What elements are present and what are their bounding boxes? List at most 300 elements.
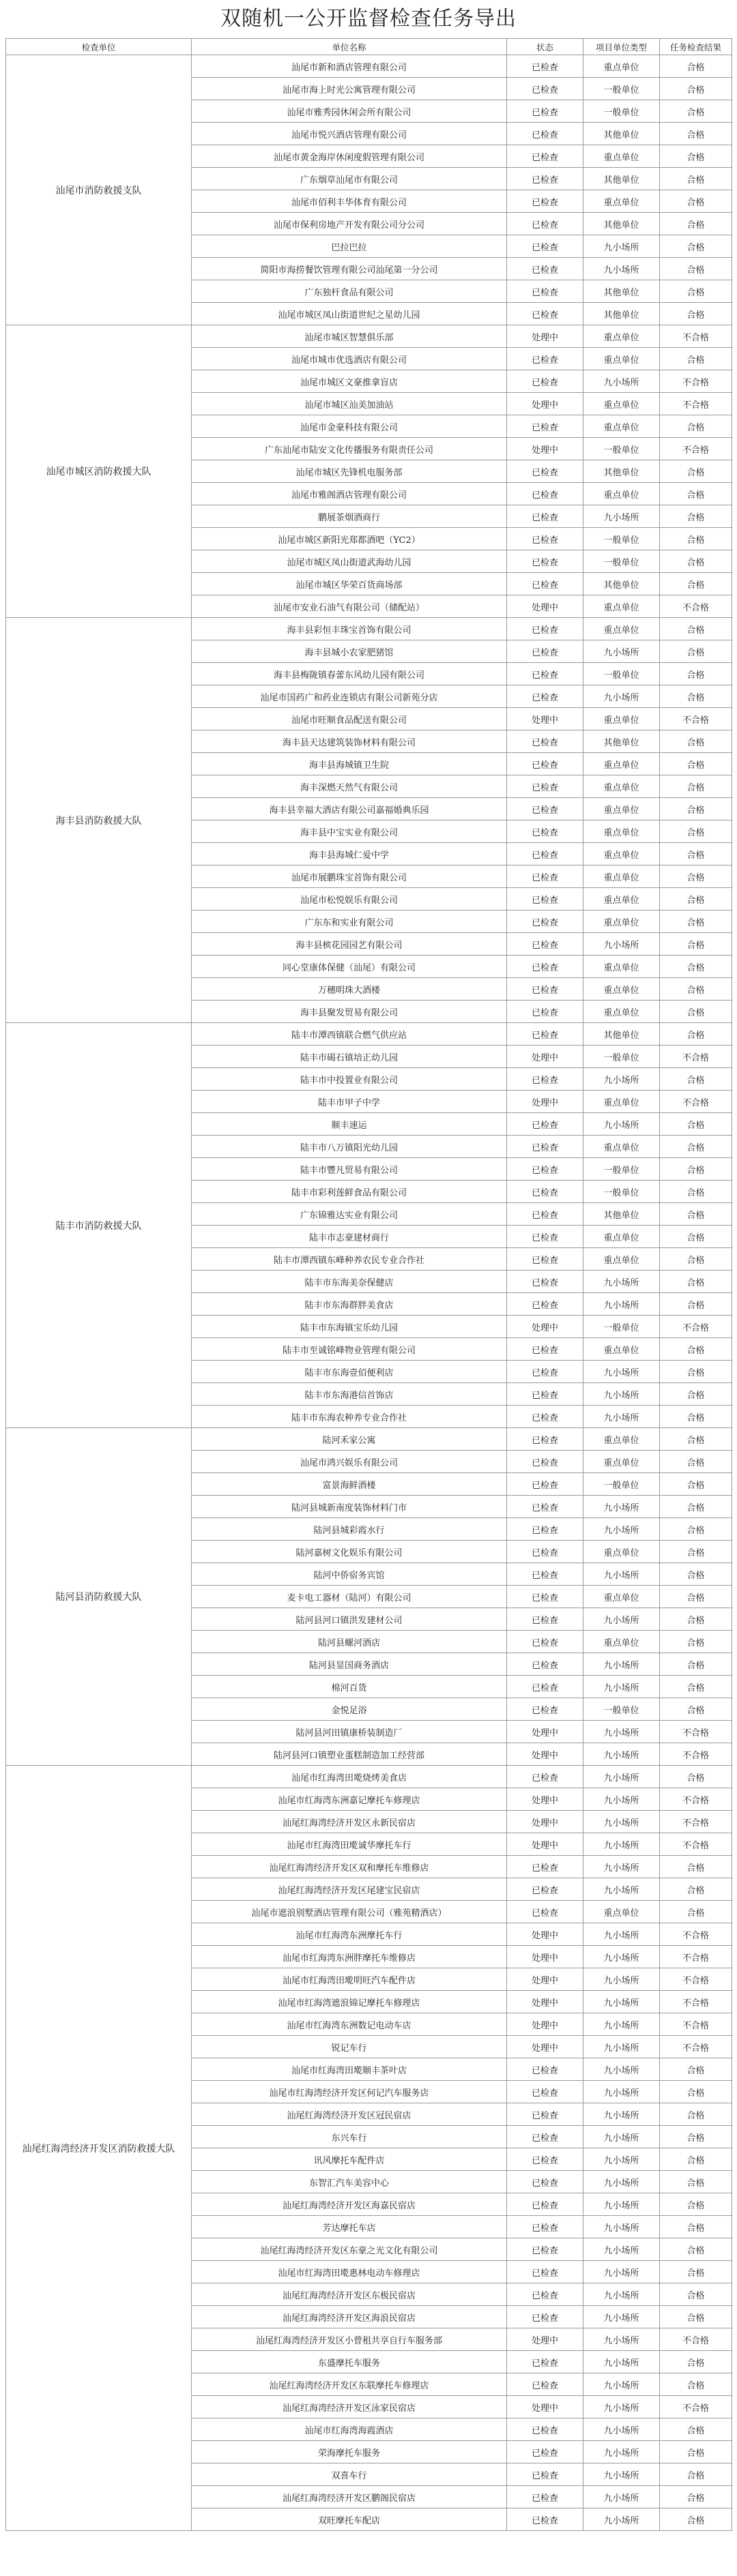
unit-type-cell: 九小场所 <box>583 1833 660 1856</box>
unit-type-cell: 其他单位 <box>583 573 660 595</box>
unit-type-cell: 九小场所 <box>583 1766 660 1788</box>
unit-type-cell: 九小场所 <box>583 1946 660 1968</box>
unit-name-cell: 汕尾市城市优选酒店有限公司 <box>192 348 507 370</box>
unit-name-cell: 芳达摩托车店 <box>192 2216 507 2238</box>
unit-type-cell: 一般单位 <box>583 1473 660 1496</box>
unit-type-cell: 九小场所 <box>583 2103 660 2126</box>
result-cell: 合格 <box>660 415 732 438</box>
inspecting-unit-cell: 陆河县消防救援大队 <box>6 1428 192 1766</box>
status-cell: 已检查 <box>507 1383 583 1406</box>
status-cell: 处理中 <box>507 2328 583 2351</box>
status-cell: 处理中 <box>507 1721 583 1743</box>
unit-type-cell: 一般单位 <box>583 100 660 123</box>
status-cell: 已检查 <box>507 1293 583 1316</box>
unit-name-cell: 东兴车行 <box>192 2126 507 2148</box>
result-cell: 合格 <box>660 303 732 325</box>
status-cell: 已检查 <box>507 78 583 100</box>
task-table <box>5 38 732 2531</box>
unit-type-cell: 九小场所 <box>583 2486 660 2508</box>
unit-name-cell: 汕尾红海湾经济开发区冠民宿店 <box>192 2103 507 2126</box>
unit-name-cell: 汕尾市城区先锋机电服务部 <box>192 460 507 483</box>
unit-type-cell: 九小场所 <box>583 1563 660 1586</box>
unit-type-cell: 九小场所 <box>583 2328 660 2351</box>
status-cell: 已检查 <box>507 978 583 1001</box>
table-row <box>6 1766 732 1788</box>
status-cell: 已检查 <box>507 685 583 708</box>
unit-type-cell: 九小场所 <box>583 2013 660 2036</box>
status-cell: 已检查 <box>507 753 583 775</box>
result-cell: 不合格 <box>660 1743 732 1766</box>
unit-name-cell: 陆丰市彩利莲鲜食品有限公司 <box>192 1181 507 1203</box>
inspecting-unit-cell: 海丰县消防救援大队 <box>6 618 192 1023</box>
unit-type-cell: 重点单位 <box>583 1091 660 1113</box>
status-cell: 已检查 <box>507 213 583 235</box>
status-cell: 已检查 <box>507 663 583 685</box>
unit-name-cell: 同心堂康体保健（汕尾）有限公司 <box>192 956 507 978</box>
inspecting-unit-cell: 陆丰市消防救援大队 <box>6 1023 192 1428</box>
page-title: 双随机一公开监督检查任务导出 <box>220 7 517 31</box>
status-cell: 已检查 <box>507 2373 583 2396</box>
result-cell: 合格 <box>660 1406 732 1428</box>
unit-type-cell: 九小场所 <box>583 235 660 258</box>
status-cell: 已检查 <box>507 2126 583 2148</box>
result-cell: 合格 <box>660 1631 732 1653</box>
status-cell: 处理中 <box>507 393 583 415</box>
unit-name-cell: 海丰县海城仁爱中学 <box>192 843 507 865</box>
inspecting-unit-cell: 汕尾市消防救援支队 <box>6 55 192 325</box>
header-inspecting-unit: 检查单位 <box>6 39 192 55</box>
result-cell: 合格 <box>660 1181 732 1203</box>
unit-name-cell: 汕尾红海湾经济开发区小曾租共享自行车服务部 <box>192 2328 507 2351</box>
unit-type-cell: 九小场所 <box>583 258 660 280</box>
unit-type-cell: 九小场所 <box>583 2441 660 2463</box>
result-cell: 合格 <box>660 1361 732 1383</box>
result-cell: 合格 <box>660 2193 732 2216</box>
result-cell: 不合格 <box>660 708 732 730</box>
result-cell: 合格 <box>660 2463 732 2486</box>
result-cell: 合格 <box>660 820 732 843</box>
result-cell: 合格 <box>660 258 732 280</box>
result-cell: 合格 <box>660 2261 732 2283</box>
unit-type-cell: 一般单位 <box>583 438 660 460</box>
status-cell: 已检查 <box>507 370 583 393</box>
status-cell: 已检查 <box>507 528 583 550</box>
unit-type-cell: 九小场所 <box>583 1811 660 1833</box>
result-cell: 合格 <box>660 956 732 978</box>
result-cell: 不合格 <box>660 1721 732 1743</box>
status-cell: 处理中 <box>507 325 583 348</box>
unit-name-cell: 陆河县城彩霞水行 <box>192 1518 507 1541</box>
unit-type-cell: 其他单位 <box>583 303 660 325</box>
unit-type-cell: 九小场所 <box>583 2216 660 2238</box>
result-cell: 合格 <box>660 753 732 775</box>
unit-name-cell: 金悦足浴 <box>192 1698 507 1721</box>
status-cell: 已检查 <box>507 1878 583 1901</box>
result-cell: 合格 <box>660 888 732 911</box>
unit-type-cell: 重点单位 <box>583 978 660 1001</box>
status-cell: 已检查 <box>507 820 583 843</box>
status-cell: 已检查 <box>507 2418 583 2441</box>
unit-type-cell: 九小场所 <box>583 505 660 528</box>
unit-name-cell: 陆河县河田镇康桥装制造厂 <box>192 1721 507 1743</box>
unit-name-cell: 海丰县槟花园园艺有限公司 <box>192 933 507 956</box>
status-cell: 处理中 <box>507 1946 583 1968</box>
unit-name-cell: 汕尾市城区文豪推拿盲店 <box>192 370 507 393</box>
result-cell: 合格 <box>660 685 732 708</box>
unit-type-cell: 九小场所 <box>583 2193 660 2216</box>
unit-name-cell: 汕尾市悦兴酒店管理有限公司 <box>192 123 507 145</box>
unit-type-cell: 九小场所 <box>583 2261 660 2283</box>
result-cell: 合格 <box>660 1541 732 1563</box>
result-cell: 不合格 <box>660 438 732 460</box>
result-cell: 合格 <box>660 168 732 190</box>
unit-type-cell: 九小场所 <box>583 1991 660 2013</box>
status-cell: 已检查 <box>507 55 583 78</box>
unit-name-cell: 汕尾市遮浪别墅酒店管理有限公司（雅苑精酒店） <box>192 1901 507 1923</box>
status-cell: 已检查 <box>507 1023 583 1046</box>
result-cell: 合格 <box>660 933 732 956</box>
unit-type-cell: 九小场所 <box>583 2148 660 2171</box>
unit-type-cell: 重点单位 <box>583 1631 660 1653</box>
status-cell: 已检查 <box>507 1248 583 1271</box>
result-cell: 合格 <box>660 775 732 798</box>
result-cell: 合格 <box>660 1676 732 1698</box>
status-cell: 已检查 <box>507 1856 583 1878</box>
unit-type-cell: 其他单位 <box>583 280 660 303</box>
status-cell: 已检查 <box>507 100 583 123</box>
status-cell: 已检查 <box>507 911 583 933</box>
unit-type-cell: 九小场所 <box>583 2081 660 2103</box>
unit-name-cell: 汕尾红海湾经济开发区泳家民宿店 <box>192 2396 507 2418</box>
status-cell: 已检查 <box>507 1338 583 1361</box>
status-cell: 已检查 <box>507 2216 583 2238</box>
unit-name-cell: 双喜车行 <box>192 2463 507 2486</box>
unit-type-cell: 九小场所 <box>583 370 660 393</box>
result-cell: 合格 <box>660 1586 732 1608</box>
unit-name-cell: 广东烟草汕尾市有限公司 <box>192 168 507 190</box>
unit-type-cell: 九小场所 <box>583 1293 660 1316</box>
status-cell: 已检查 <box>507 573 583 595</box>
unit-name-cell: 海丰县幸福大酒店有限公司嘉福婚典乐园 <box>192 798 507 820</box>
unit-type-cell: 九小场所 <box>583 1721 660 1743</box>
unit-type-cell: 一般单位 <box>583 1181 660 1203</box>
result-cell: 合格 <box>660 640 732 663</box>
unit-name-cell: 陆丰市潭西镇联合燃气供应站 <box>192 1023 507 1046</box>
status-cell: 已检查 <box>507 933 583 956</box>
unit-name-cell: 汕尾红海湾经济开发区东豪之光文化有限公司 <box>192 2238 507 2261</box>
status-cell: 已检查 <box>507 1451 583 1473</box>
status-cell: 已检查 <box>507 145 583 168</box>
result-cell: 合格 <box>660 550 732 573</box>
status-cell: 已检查 <box>507 550 583 573</box>
status-cell: 已检查 <box>507 1113 583 1136</box>
unit-name-cell: 锐记车行 <box>192 2036 507 2058</box>
table-row <box>6 1023 732 1046</box>
result-cell: 不合格 <box>660 1811 732 1833</box>
result-cell: 合格 <box>660 1113 732 1136</box>
unit-name-cell: 讯风摩托车配件店 <box>192 2148 507 2171</box>
result-cell: 不合格 <box>660 2328 732 2351</box>
status-cell: 已检查 <box>507 1698 583 1721</box>
unit-name-cell: 海丰县梅陇镇春蕾东风幼儿园有限公司 <box>192 663 507 685</box>
unit-type-cell: 九小场所 <box>583 1113 660 1136</box>
unit-type-cell: 一般单位 <box>583 1698 660 1721</box>
header-status: 状态 <box>507 39 583 55</box>
result-cell: 合格 <box>660 2306 732 2328</box>
status-cell: 已检查 <box>507 888 583 911</box>
status-cell: 已检查 <box>507 1496 583 1518</box>
status-cell: 已检查 <box>507 505 583 528</box>
result-cell: 合格 <box>660 1878 732 1901</box>
unit-type-cell: 重点单位 <box>583 820 660 843</box>
status-cell: 已检查 <box>507 1068 583 1091</box>
status-cell: 已检查 <box>507 798 583 820</box>
unit-name-cell: 陆丰市八万镇阳光幼儿园 <box>192 1136 507 1158</box>
unit-name-cell: 陆河嘉树文化娱乐有限公司 <box>192 1541 507 1563</box>
unit-type-cell: 九小场所 <box>583 1923 660 1946</box>
unit-name-cell: 广东汕尾市陆安文化传播服务有限责任公司 <box>192 438 507 460</box>
result-cell: 合格 <box>660 1271 732 1293</box>
unit-type-cell: 重点单位 <box>583 1541 660 1563</box>
status-cell: 已检查 <box>507 1473 583 1496</box>
unit-type-cell: 九小场所 <box>583 1271 660 1293</box>
unit-type-cell: 其他单位 <box>583 730 660 753</box>
unit-name-cell: 汕尾市金豪科技有限公司 <box>192 415 507 438</box>
status-cell: 已检查 <box>507 190 583 213</box>
unit-name-cell: 汕尾市红海湾田墘诚华摩托车行 <box>192 1833 507 1856</box>
result-cell: 合格 <box>660 2418 732 2441</box>
unit-type-cell: 重点单位 <box>583 483 660 505</box>
result-cell: 合格 <box>660 2126 732 2148</box>
status-cell: 已检查 <box>507 2193 583 2216</box>
result-cell: 合格 <box>660 1001 732 1023</box>
unit-name-cell: 汕尾市红海湾遮浪锦记摩托车修理店 <box>192 1991 507 2013</box>
unit-type-cell: 重点单位 <box>583 1901 660 1923</box>
result-cell: 合格 <box>660 1023 732 1046</box>
unit-name-cell: 陆河中侨宿务宾馆 <box>192 1563 507 1586</box>
result-cell: 不合格 <box>660 325 732 348</box>
unit-name-cell: 陆丰市甲子中学 <box>192 1091 507 1113</box>
result-cell: 合格 <box>660 55 732 78</box>
status-cell: 已检查 <box>507 640 583 663</box>
unit-type-cell: 其他单位 <box>583 123 660 145</box>
header-unit-type: 项目单位类型 <box>583 39 660 55</box>
result-cell: 合格 <box>660 1608 732 1631</box>
status-cell: 已检查 <box>507 1181 583 1203</box>
unit-type-cell: 一般单位 <box>583 550 660 573</box>
unit-name-cell: 汕尾市鸿兴娱乐有限公司 <box>192 1451 507 1473</box>
unit-name-cell: 汕尾市红海湾东洲数记电动车店 <box>192 2013 507 2036</box>
unit-name-cell: 陆河县城新南度装饰材料门市 <box>192 1496 507 1518</box>
status-cell: 处理中 <box>507 2036 583 2058</box>
result-cell: 合格 <box>660 1766 732 1788</box>
status-cell: 已检查 <box>507 2171 583 2193</box>
unit-name-cell: 陆丰市东海港信首饰店 <box>192 1383 507 1406</box>
status-cell: 处理中 <box>507 1316 583 1338</box>
unit-type-cell: 重点单位 <box>583 956 660 978</box>
result-cell: 不合格 <box>660 1923 732 1946</box>
unit-type-cell: 九小场所 <box>583 1361 660 1383</box>
result-cell: 合格 <box>660 100 732 123</box>
unit-name-cell: 汕尾红海湾经济开发区双和摩托车维修店 <box>192 1856 507 1878</box>
unit-name-cell: 汕尾市红海湾东洲摩托车行 <box>192 1923 507 1946</box>
result-cell: 合格 <box>660 1473 732 1496</box>
result-cell: 合格 <box>660 78 732 100</box>
result-cell: 不合格 <box>660 1091 732 1113</box>
unit-type-cell: 其他单位 <box>583 168 660 190</box>
result-cell: 合格 <box>660 2103 732 2126</box>
unit-name-cell: 汕尾市雅秀园休闲会所有限公司 <box>192 100 507 123</box>
result-cell: 合格 <box>660 573 732 595</box>
status-cell: 已检查 <box>507 1541 583 1563</box>
status-cell: 处理中 <box>507 2013 583 2036</box>
unit-name-cell: 汕尾市安业石油气有限公司（储配站） <box>192 595 507 618</box>
status-cell: 处理中 <box>507 1991 583 2013</box>
unit-type-cell: 九小场所 <box>583 1608 660 1631</box>
result-cell: 合格 <box>660 2216 732 2238</box>
unit-name-cell: 东盛摩托车服务 <box>192 2351 507 2373</box>
status-cell: 已检查 <box>507 2441 583 2463</box>
unit-name-cell: 汕尾市佰利丰华体育有限公司 <box>192 190 507 213</box>
result-cell: 合格 <box>660 280 732 303</box>
unit-name-cell: 海丰县天达建筑装饰材料有限公司 <box>192 730 507 753</box>
status-cell: 已检查 <box>507 168 583 190</box>
unit-type-cell: 九小场所 <box>583 2306 660 2328</box>
status-cell: 已检查 <box>507 1901 583 1923</box>
status-cell: 已检查 <box>507 1203 583 1226</box>
result-cell: 合格 <box>660 1136 732 1158</box>
unit-type-cell: 九小场所 <box>583 685 660 708</box>
result-cell: 合格 <box>660 2171 732 2193</box>
status-cell: 已检查 <box>507 1586 583 1608</box>
unit-name-cell: 陆丰市东海农种养专业合作社 <box>192 1406 507 1428</box>
unit-name-cell: 汕尾红海湾经济开发区尾建宝民宿店 <box>192 1878 507 1901</box>
unit-type-cell: 九小场所 <box>583 1496 660 1518</box>
unit-type-cell: 重点单位 <box>583 753 660 775</box>
status-cell: 已检查 <box>507 2261 583 2283</box>
result-cell: 合格 <box>660 1518 732 1541</box>
unit-type-cell: 九小场所 <box>583 2463 660 2486</box>
result-cell: 合格 <box>660 1496 732 1518</box>
unit-type-cell: 重点单位 <box>583 145 660 168</box>
status-cell: 已检查 <box>507 258 583 280</box>
status-cell: 已检查 <box>507 1406 583 1428</box>
status-cell: 处理中 <box>507 1833 583 1856</box>
unit-type-cell: 九小场所 <box>583 1383 660 1406</box>
unit-type-cell: 其他单位 <box>583 1203 660 1226</box>
unit-name-cell: 陆丰市东海美奈保健店 <box>192 1271 507 1293</box>
unit-type-cell: 一般单位 <box>583 1158 660 1181</box>
unit-name-cell: 巴拉巴拉 <box>192 235 507 258</box>
result-cell: 合格 <box>660 730 732 753</box>
status-cell: 已检查 <box>507 1136 583 1158</box>
unit-type-cell: 九小场所 <box>583 1653 660 1676</box>
result-cell: 合格 <box>660 123 732 145</box>
status-cell: 已检查 <box>507 2486 583 2508</box>
status-cell: 已检查 <box>507 2306 583 2328</box>
unit-name-cell: 汕尾市展鹏珠宝首饰有限公司 <box>192 865 507 888</box>
table-header-row <box>6 39 732 55</box>
status-cell: 处理中 <box>507 1968 583 1991</box>
unit-type-cell: 重点单位 <box>583 348 660 370</box>
result-cell: 合格 <box>660 1203 732 1226</box>
unit-name-cell: 广东东和实业有限公司 <box>192 911 507 933</box>
status-cell: 处理中 <box>507 438 583 460</box>
unit-name-cell: 汕尾市海上时光公寓管理有限公司 <box>192 78 507 100</box>
unit-name-cell: 陆河县河口镇塑业蛋糕制造加工经营部 <box>192 1743 507 1766</box>
table-row <box>6 1428 732 1451</box>
unit-type-cell: 重点单位 <box>583 325 660 348</box>
result-cell: 合格 <box>660 505 732 528</box>
unit-type-cell: 九小场所 <box>583 2351 660 2373</box>
unit-name-cell: 汕尾市雅阁酒店管理有限公司 <box>192 483 507 505</box>
status-cell: 已检查 <box>507 235 583 258</box>
unit-type-cell: 九小场所 <box>583 2373 660 2396</box>
unit-name-cell: 汕尾市国药广和药业连锁店有限公司新苑分店 <box>192 685 507 708</box>
unit-type-cell: 一般单位 <box>583 1316 660 1338</box>
unit-type-cell: 其他单位 <box>583 1023 660 1046</box>
status-cell: 已检查 <box>507 2103 583 2126</box>
unit-type-cell: 九小场所 <box>583 2036 660 2058</box>
result-cell: 合格 <box>660 663 732 685</box>
result-cell: 合格 <box>660 865 732 888</box>
status-cell: 已检查 <box>507 956 583 978</box>
result-cell: 不合格 <box>660 595 732 618</box>
unit-type-cell: 重点单位 <box>583 843 660 865</box>
unit-name-cell: 汕尾市红海湾田墘顺丰茶叶店 <box>192 2058 507 2081</box>
unit-name-cell: 汕尾市红海湾东洲胖摩托车维修店 <box>192 1946 507 1968</box>
result-cell: 不合格 <box>660 1833 732 1856</box>
unit-name-cell: 海丰深燃天然气有限公司 <box>192 775 507 798</box>
unit-name-cell: 富景海鲜酒楼 <box>192 1473 507 1496</box>
status-cell: 已检查 <box>507 1001 583 1023</box>
unit-name-cell: 顺丰速运 <box>192 1113 507 1136</box>
status-cell: 已检查 <box>507 2058 583 2081</box>
unit-name-cell: 汕尾市保利房地产开发有限公司分公司 <box>192 213 507 235</box>
unit-type-cell: 九小场所 <box>583 1788 660 1811</box>
unit-type-cell: 九小场所 <box>583 2238 660 2261</box>
unit-type-cell: 重点单位 <box>583 1428 660 1451</box>
status-cell: 已检查 <box>507 2238 583 2261</box>
result-cell: 合格 <box>660 145 732 168</box>
unit-type-cell: 重点单位 <box>583 415 660 438</box>
unit-type-cell: 其他单位 <box>583 460 660 483</box>
status-cell: 已检查 <box>507 2148 583 2171</box>
unit-type-cell: 九小场所 <box>583 1068 660 1091</box>
unit-name-cell: 汕尾红海湾经济开发区永新民宿店 <box>192 1811 507 1833</box>
result-cell: 合格 <box>660 1158 732 1181</box>
unit-name-cell: 广东锦雅达实业有限公司 <box>192 1203 507 1226</box>
result-cell: 合格 <box>660 2238 732 2261</box>
unit-name-cell: 汕尾市城区华荣百货商场部 <box>192 573 507 595</box>
result-cell: 合格 <box>660 235 732 258</box>
result-cell: 合格 <box>660 1563 732 1586</box>
result-cell: 合格 <box>660 460 732 483</box>
unit-name-cell: 汕尾市城区汕美加油站 <box>192 393 507 415</box>
unit-type-cell: 重点单位 <box>583 1226 660 1248</box>
unit-type-cell: 重点单位 <box>583 911 660 933</box>
unit-name-cell: 陆丰市至诚铭峰物业管理有限公司 <box>192 1338 507 1361</box>
result-cell: 合格 <box>660 528 732 550</box>
unit-name-cell: 简阳市海捞餐饮管理有限公司汕尾第一分公司 <box>192 258 507 280</box>
inspecting-unit-cell: 汕尾红海湾经济开发区消防救援大队 <box>6 1766 192 2531</box>
unit-name-cell: 广东独杆食品有限公司 <box>192 280 507 303</box>
status-cell: 已检查 <box>507 618 583 640</box>
unit-name-cell: 麦卡电工器材（陆河）有限公司 <box>192 1586 507 1608</box>
result-cell: 不合格 <box>660 393 732 415</box>
unit-name-cell: 海丰县彩恒丰珠宝首饰有限公司 <box>192 618 507 640</box>
unit-type-cell: 重点单位 <box>583 865 660 888</box>
